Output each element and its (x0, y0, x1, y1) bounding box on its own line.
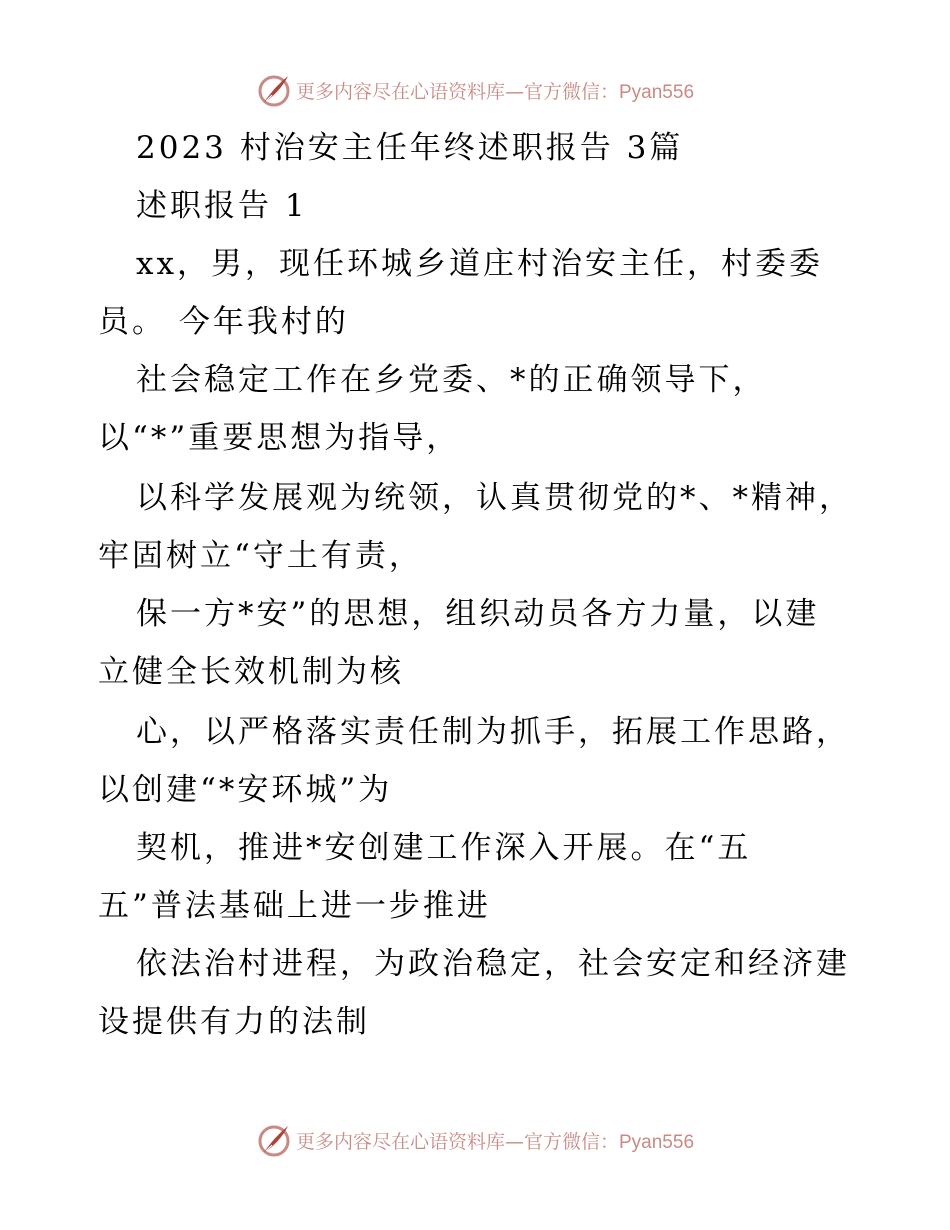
paragraph-line: 以科学发展观为统领，认真贯彻党的*、*精神， (136, 480, 853, 516)
paragraph-line: 设提供有力的法制 (98, 1004, 370, 1040)
paragraph-line: 五”普法基础上进一步推进 (98, 888, 491, 924)
quill-logo-icon (256, 72, 292, 108)
header-watermark (0, 70, 950, 110)
document-title: 2023 村治安主任年终述职报告 3篇 (136, 130, 684, 166)
paragraph-line: 牢固树立“守土有责， (98, 538, 423, 574)
paragraph-line: 以创建“*安环城”为 (98, 772, 393, 808)
section-heading: 述职报告 1 (136, 188, 308, 224)
paragraph-line: 保一方*安”的思想，组织动员各方力量，以建 (136, 596, 820, 632)
paragraph-line: 员。 今年我村的 (98, 304, 349, 340)
paragraph-line: 社会稳定工作在乡党委、*的正确领导下， (136, 362, 767, 398)
watermark-text: 更多内容尽在心语资料库—官方微信：Pyan556 (295, 1130, 695, 1153)
paragraph-line: 以“*”重要思想为指导， (98, 420, 461, 456)
footer-watermark (0, 1120, 950, 1160)
paragraph-line: 心，以严格落实责任制为抓手，拓展工作思路， (136, 714, 850, 750)
paragraph-line: xx，男，现任环城乡道庄村治安主任，村委委 (136, 246, 823, 282)
paragraph-line: 契机，推进*安创建工作深入开展。在“五 (136, 830, 752, 866)
paragraph-line: 立健全长效机制为核 (98, 654, 404, 690)
paragraph-line: 依法治村进程，为政治稳定，社会安定和经济建 (136, 946, 850, 982)
watermark-text: 更多内容尽在心语资料库—官方微信：Pyan556 (295, 80, 695, 103)
quill-logo-icon (256, 1122, 292, 1158)
